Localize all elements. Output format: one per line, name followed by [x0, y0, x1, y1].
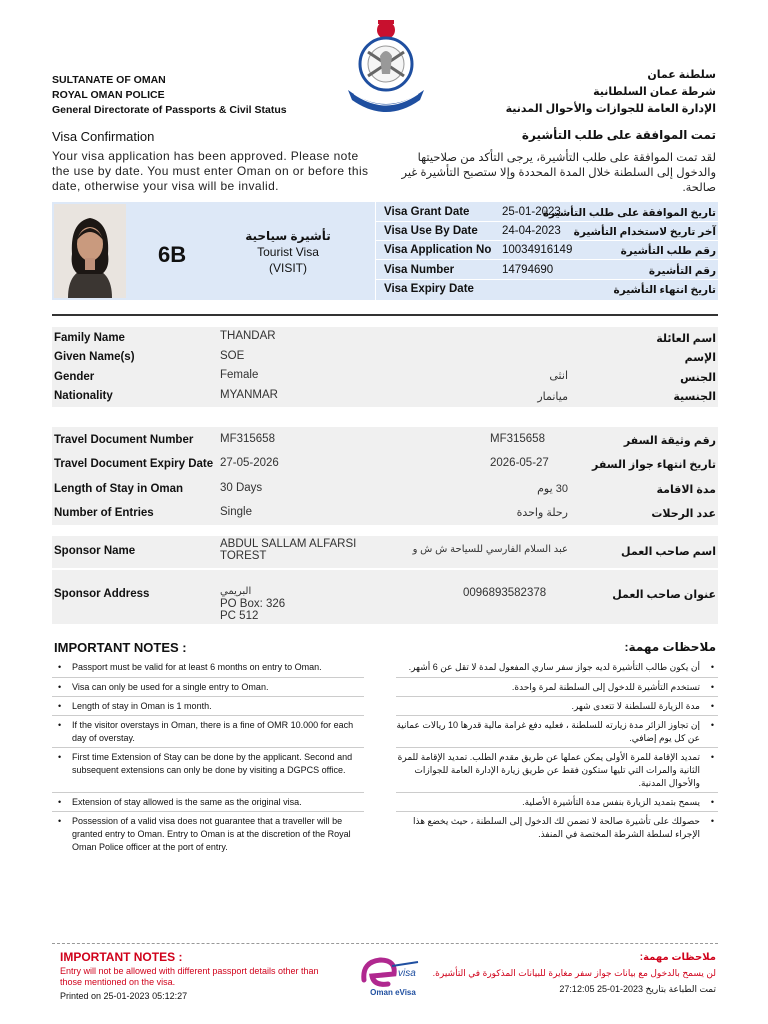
bullet-icon: • [710, 682, 714, 692]
important-notes-title-ar: ملاحظات مهمة: [624, 640, 716, 654]
footer-notes-text-ar: لن يسمح بالدخول مع بيانات جواز سفر مغايرة للبيانات المذكورة في التأشيرة. [432, 968, 716, 978]
visa-code: 6B [158, 242, 187, 267]
gender-value-ar: انثى [549, 370, 568, 382]
footer-divider [52, 943, 718, 944]
bullet-icon: • [710, 752, 714, 762]
visa-row-divider [376, 259, 718, 260]
travel-doc-number-label: Travel Document Number [54, 434, 194, 446]
visa-expiry-label-ar: تاريخ انتهاء التأشيرة [613, 284, 716, 296]
gender-label: Gender [54, 371, 95, 383]
note-divider-ar [396, 811, 718, 812]
visa-expiry-label: Visa Expiry Date [384, 283, 474, 295]
bullet-icon: • [710, 720, 714, 730]
note-item: • Length of stay in Oman is 1 month. [58, 701, 212, 711]
bullet-icon: • [58, 720, 62, 730]
header-sultanate: SULTANATE OF OMAN [52, 74, 166, 86]
footer-notes-text: Entry will not be allowed with different passport details other than those mentioned on the visa. [60, 966, 319, 987]
nationality-value: MYANMAR [220, 389, 278, 401]
printed-on: Printed on 25-01-2023 05:12:27 [60, 991, 188, 1001]
visa-row-divider [376, 240, 718, 241]
sponsor-address-value [220, 586, 285, 622]
note-item: • Passport must be valid for at least 6 months on entry to Oman. [58, 662, 322, 672]
royal-oman-police-emblem [340, 12, 432, 112]
header-sultanate-ar: سلطنة عمان [647, 69, 716, 81]
note-item-ar: • مدة الزيارة للسلطنة لا تتعدى شهر. [571, 701, 714, 711]
sponsor-name-line1: ABDUL SALLAM ALFARSI [220, 538, 357, 550]
sponsor-name-ar: عبد السلام الفارسي للسياحة ش ش و [412, 544, 568, 555]
nationality-value-ar: ميانمار [537, 391, 568, 403]
note-item: • Extension of stay allowed is the same as the original visa. [58, 797, 302, 807]
sponsor-name-label-ar: اسم صاحب العمل [621, 546, 716, 558]
length-of-stay-label: Length of Stay in Oman [54, 483, 184, 495]
travel-doc-expiry-label-ar: تاريخ انتهاء جواز السفر [591, 459, 716, 471]
sponsor-name-band [52, 536, 718, 568]
sponsor-address-line2: PO Box: 326 [220, 598, 286, 610]
note-divider [52, 696, 364, 697]
note-item-ar: • إن تجاوز الزائر مدة زيارته للسلطنة ، فعليه دفع غرامة مالية قدرها 10 ريالات عمانية عن كل يوم إضافي. [396, 720, 714, 743]
visa-type-block [234, 228, 342, 276]
nationality-label-ar: الجنسية [673, 391, 716, 403]
confirmation-title-ar: تمت الموافقة على طلب التأشيرة [521, 128, 716, 142]
bullet-icon: • [58, 797, 62, 807]
sponsor-address-line1: البريمي [220, 586, 252, 597]
bullet-icon: • [58, 816, 62, 826]
number-of-entries-label: Number of Entries [54, 507, 154, 519]
confirmation-text: Your visa application has been approved. Please note the use by date. You must enter Oman on or before this date, otherwise your visa will be invalid. [52, 149, 369, 193]
visa-application-no-label-ar: رقم طلب التأشيرة [620, 245, 716, 257]
visa-row-divider [376, 279, 718, 280]
note-item: • Visa can only be used for a single entry to Oman. [58, 682, 269, 692]
sponsor-address-label: Sponsor Address [54, 588, 150, 600]
sponsor-name-line2: TOREST [220, 550, 267, 562]
visa-number-value: 14794690 [502, 264, 554, 276]
note-divider-ar [396, 677, 718, 678]
length-of-stay-label-ar: مدة الاقامة [656, 484, 716, 496]
note-divider-ar [396, 747, 718, 748]
gender-value: Female [220, 369, 259, 381]
visa-grant-value: 25-01-2023 [502, 206, 561, 218]
note-item: • Possession of a valid visa does not guarantee that a traveller will be granted entry to Oman. Entry to Oman is at the discretion of the Royal Oman Police officer at the port of entry. [58, 816, 351, 852]
visa-category: (VISIT) [269, 261, 307, 275]
note-item-ar: • يسمح بتمديد الزيارة بنفس مدة التأشيرة الأصلية. [522, 797, 714, 807]
bullet-icon: • [58, 682, 62, 692]
visa-application-no-value: 10034916149 [502, 244, 573, 256]
bullet-icon: • [710, 662, 714, 672]
sponsor-address-label-ar: عنوان صاحب العمل [612, 589, 716, 601]
note-divider [52, 811, 364, 812]
visa-type: Tourist Visa [257, 245, 319, 259]
length-of-stay-value-ar: 30 يوم [537, 483, 568, 495]
footer-notes-title-ar: ملاحظات مهمة: [639, 952, 716, 963]
visa-number-label: Visa Number [384, 264, 455, 276]
bullet-icon: • [58, 752, 62, 762]
section-divider [52, 314, 718, 316]
confirmation-title: Visa Confirmation [52, 129, 155, 144]
note-item-ar: • حصولك على تأشيرة صالحة لا تضمن لك الدخول إلى السلطنة ، حيث يخضع هذا الإجراء لسلطة الشرطة المختصة في المنفذ. [412, 816, 714, 839]
important-notes-title: IMPORTANT NOTES : [54, 640, 187, 655]
gender-label-ar: الجنس [680, 372, 716, 384]
note-divider [52, 677, 364, 678]
visa-type-ar: تأشيرة سياحية [245, 229, 331, 243]
family-name-label: Family Name [54, 332, 125, 344]
note-item-ar: • تمديد الإقامة للمرة الأولى يمكن عملها عن طريق مقدم الطلب. تمديد الإقامة للمرة الثانية والمرات التي تليها ستكون فقط عن طريق زيارة الإدارة العامة للجوازات والأحوال المدنية. [397, 752, 714, 788]
family-name-label-ar: اسم العائلة [656, 333, 716, 345]
nationality-label: Nationality [54, 390, 113, 402]
note-item: • First time Extension of Stay can be done by the applicant. Second and subsequent extensions can only be done by visiting a DGPCS office. [58, 752, 353, 775]
bullet-icon: • [58, 701, 62, 711]
sponsor-phone: 0096893582378 [463, 587, 547, 599]
note-item: • If the visitor overstays in Oman, there is a fine of OMR 10.000 for each day of overstay. [58, 720, 354, 743]
footer-notes-title: IMPORTANT NOTES : [60, 950, 183, 964]
bullet-icon: • [710, 797, 714, 807]
confirmation-text-ar: لقد تمت الموافقة على طلب التأشيرة، يرجى التأكد من صلاحيتها والدخول إلى السلطنة خلال المدة المحددة وإلا ستصبح التأشيرة غير صالحة. [401, 152, 716, 194]
bullet-icon: • [710, 816, 714, 826]
note-divider [52, 792, 364, 793]
note-item-ar: • تستخدم التأشيرة للدخول إلى السلطنة لمرة واحدة. [511, 682, 714, 692]
visa-application-no-label: Visa Application No [384, 244, 492, 256]
visa-use-by-value: 24-04-2023 [502, 225, 561, 237]
bullet-icon: • [58, 662, 62, 672]
header-directorate-ar: الإدارة العامة للجوازات والأحوال المدنية [505, 103, 716, 115]
personal-details-band [52, 327, 718, 407]
given-name-value: SOE [220, 350, 245, 362]
travel-doc-expiry-value-alt: 2026-05-27 [490, 457, 549, 469]
bullet-icon: • [710, 701, 714, 711]
header-police-ar: شرطة عمان السلطانية [593, 86, 716, 98]
header-english [52, 73, 287, 118]
visa-grant-label-ar: تاريخ الموافقة على طلب التأشيرة [542, 207, 716, 219]
sponsor-address-line3: PC 512 [220, 610, 259, 622]
header-directorate: General Directorate of Passports & Civil Status [52, 104, 287, 116]
header-arabic [506, 67, 716, 118]
note-divider [52, 747, 364, 748]
visa-use-by-label: Visa Use By Date [384, 225, 478, 237]
travel-doc-number-value: MF315658 [220, 433, 275, 445]
travel-doc-number-label-ar: رقم وثيقة السفر [623, 435, 716, 447]
note-divider-ar [396, 792, 718, 793]
family-name-value: THANDAR [220, 330, 276, 342]
svg-text:visa: visa [398, 968, 416, 979]
visa-box-divider [375, 202, 376, 300]
applicant-photo [54, 204, 126, 298]
number-of-entries-value: Single [220, 506, 252, 518]
travel-doc-expiry-value: 27-05-2026 [220, 457, 279, 469]
number-of-entries-label-ar: عدد الرحلات [651, 508, 716, 520]
oman-evisa-logo [358, 954, 428, 1000]
number-of-entries-value-ar: رحلة واحدة [516, 507, 568, 519]
printed-on-ar: تمت الطباعة بتاريخ 2023-01-25 27:12:05 [559, 984, 716, 994]
visa-row-divider [376, 221, 718, 222]
travel-doc-number-value-alt: MF315658 [490, 433, 545, 445]
sponsor-name-value [220, 538, 356, 562]
oman-evisa-logo-text: Oman eVisa [370, 988, 416, 997]
header-police: ROYAL OMAN POLICE [52, 89, 165, 101]
travel-doc-expiry-label: Travel Document Expiry Date [54, 458, 214, 470]
visa-grant-label: Visa Grant Date [384, 206, 470, 218]
note-divider [52, 715, 364, 716]
length-of-stay-value: 30 Days [220, 482, 263, 494]
given-name-label: Given Name(s) [54, 351, 135, 363]
note-divider-ar [396, 696, 718, 697]
visa-use-by-label-ar: آخر تاريخ لاستخدام التأشيرة [573, 226, 716, 238]
given-name-label-ar: الإسم [684, 352, 716, 364]
note-item-ar: • أن يكون طالب التأشيرة لديه جواز سفر ساري المفعول لمدة لا تقل عن 6 أشهر. [408, 662, 714, 672]
sponsor-name-label: Sponsor Name [54, 545, 136, 557]
visa-number-label-ar: رقم التأشيرة [648, 265, 716, 277]
note-divider-ar [396, 715, 718, 716]
